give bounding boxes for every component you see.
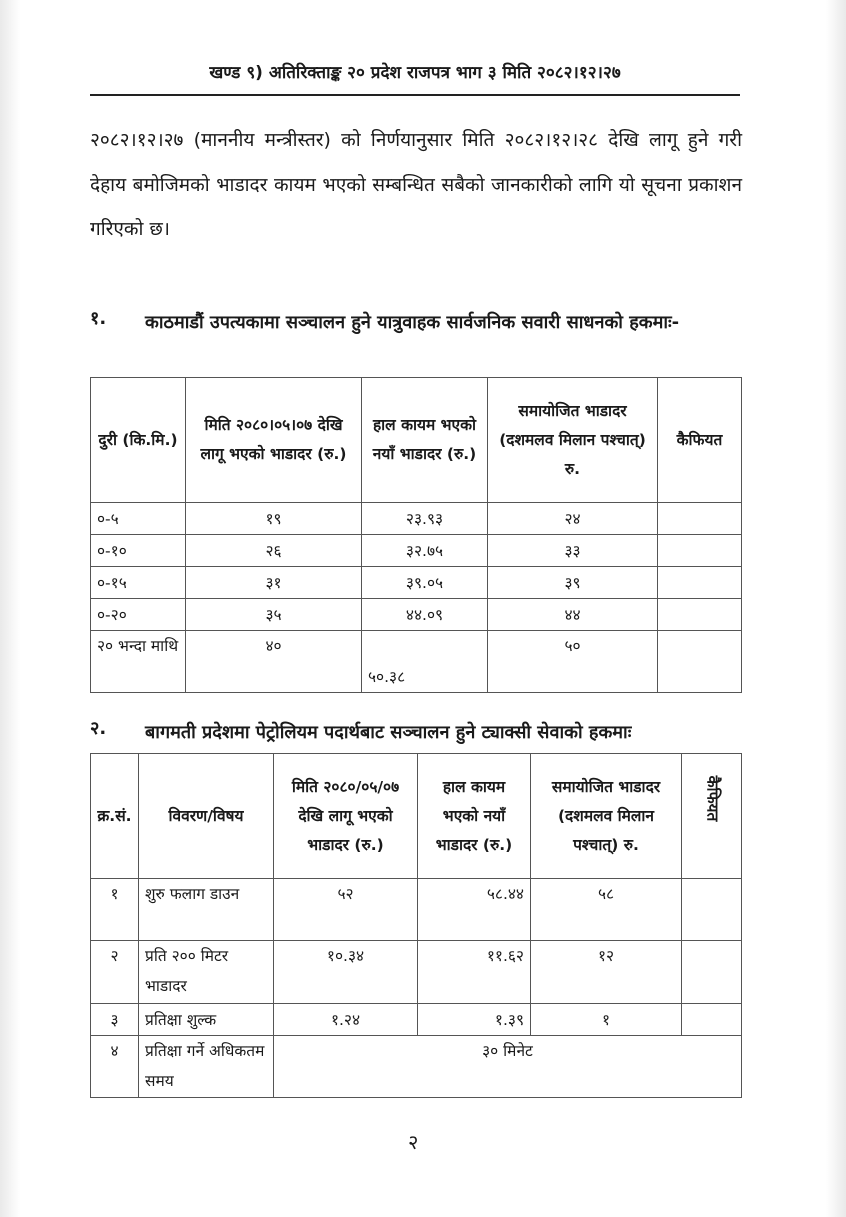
distance-cell: ०-१०	[91, 535, 186, 567]
header-divider	[90, 94, 740, 96]
section-2-heading	[90, 716, 742, 749]
adjusted-fare-cell: १२	[531, 941, 682, 1004]
sn-cell: १	[91, 879, 139, 941]
new-fare-cell: ५०.३८	[362, 631, 488, 693]
remarks-cell	[658, 567, 742, 599]
new-fare-cell: २३.९३	[362, 503, 488, 535]
old-fare-cell: ३५	[186, 599, 362, 631]
remarks-cell	[658, 599, 742, 631]
table-row	[91, 941, 742, 1004]
adjusted-fare-cell: ३३	[488, 535, 658, 567]
intro-paragraph: २०८२।१२।२७ (माननीय मन्त्रीस्तर) को निर्णयानुसार मिति २०८२।१२।२८ देखि लागू हुने गरी देहाय बमोजिमको भाडादर कायम भएको सम्बन्धित सबैको जानकारीको लागि यो सूचना प्रकाशन गरिएको छ।	[90, 129, 742, 240]
table-row	[91, 567, 742, 599]
new-fare-cell: ३९.०५	[362, 567, 488, 599]
adjusted-fare-cell: ४४	[488, 599, 658, 631]
adjusted-fare-cell: ३९	[488, 567, 658, 599]
col-header: कैफियत	[702, 775, 721, 822]
remarks-cell	[682, 1004, 742, 1036]
max-waiting-time-cell: ३० मिनेट	[274, 1036, 742, 1098]
col-header: विवरण/विषय	[139, 754, 274, 879]
old-fare-cell: ३१	[186, 567, 362, 599]
new-fare-cell: ३२.७५	[362, 535, 488, 567]
distance-cell: ०-१५	[91, 567, 186, 599]
table-row	[91, 599, 742, 631]
remarks-cell	[682, 879, 742, 941]
table-row	[91, 1036, 742, 1098]
adjusted-fare-cell: ५०	[488, 631, 658, 693]
section-title: बागमती प्रदेशमा पेट्रोलियम पदार्थबाट सञ्चालन हुने ट्याक्सी सेवाको हकमाः	[145, 722, 632, 743]
fare-table-taxi	[90, 753, 742, 1098]
col-header: हाल कायम भएको नयाँ भाडादर (रु.)	[418, 754, 531, 879]
adjusted-fare-cell: १	[531, 1004, 682, 1036]
section-1-heading	[90, 306, 742, 339]
table-row	[91, 1004, 742, 1036]
distance-cell: २० भन्दा माथि	[91, 631, 186, 693]
adjusted-fare-cell: ५८	[531, 879, 682, 941]
sn-cell: २	[91, 941, 139, 1004]
old-fare-cell: २६	[186, 535, 362, 567]
table-row	[91, 631, 742, 693]
item-cell: प्रतिक्षा गर्ने अधिकतम समय	[139, 1036, 274, 1098]
section-number: २.	[90, 718, 107, 739]
old-fare-cell: १९	[186, 503, 362, 535]
col-header: मिति २०८०/०५/०७ देखि लागू भएको भाडादर (रु.)	[274, 754, 418, 879]
sn-cell: ३	[91, 1004, 139, 1036]
table-row	[91, 503, 742, 535]
old-fare-cell: ५२	[274, 879, 418, 941]
table-row	[91, 879, 742, 941]
new-fare-cell: १.३९	[418, 1004, 531, 1036]
fare-table-valley	[90, 377, 742, 693]
col-header: हाल कायम भएको नयाँ भाडादर (रु.)	[362, 378, 488, 503]
page-number: २	[408, 1130, 419, 1154]
remarks-cell	[658, 631, 742, 693]
section-number: १.	[90, 308, 107, 329]
adjusted-fare-cell: २४	[488, 503, 658, 535]
item-cell: शुरु फलाग डाउन	[139, 879, 274, 941]
item-cell: प्रति २०० मिटर भाडादर	[139, 941, 274, 1004]
old-fare-cell: ४०	[186, 631, 362, 693]
old-fare-cell: १.२४	[274, 1004, 418, 1036]
remarks-cell	[658, 503, 742, 535]
running-header: खण्ड ९) अतिरिक्ताङ्क २० प्रदेश राजपत्र भाग ३ मिति २०८२।१२।२७	[209, 63, 621, 83]
section-title: काठमाडौं उपत्यकामा सञ्चालन हुने यात्रुवाहक सार्वजनिक सवारी साधनको हकमाः-	[145, 312, 680, 333]
new-fare-cell: ११.६२	[418, 941, 531, 1004]
distance-cell: ०-५	[91, 503, 186, 535]
col-header: क्र.सं.	[91, 754, 139, 879]
item-cell: प्रतिक्षा शुल्क	[139, 1004, 274, 1036]
sn-cell: ४	[91, 1036, 139, 1098]
new-fare-cell: ५८.४४	[418, 879, 531, 941]
table-row	[91, 535, 742, 567]
col-header: समायोजित भाडादर (दशमलव मिलान पश्चात्) रु.	[531, 754, 682, 879]
col-header: कैफियत	[658, 378, 742, 503]
new-fare-cell: ४४.०९	[362, 599, 488, 631]
old-fare-cell: १०.३४	[274, 941, 418, 1004]
remarks-cell	[658, 535, 742, 567]
col-header: दुरी (कि.मि.)	[91, 378, 186, 503]
remarks-cell	[682, 941, 742, 1004]
col-header: समायोजित भाडादर (दशमलव मिलान पश्चात्) रु.	[488, 378, 658, 503]
col-header: मिति २०८०।०५।०७ देखि लागू भएको भाडादर (रु.)	[186, 378, 362, 503]
distance-cell: ०-२०	[91, 599, 186, 631]
